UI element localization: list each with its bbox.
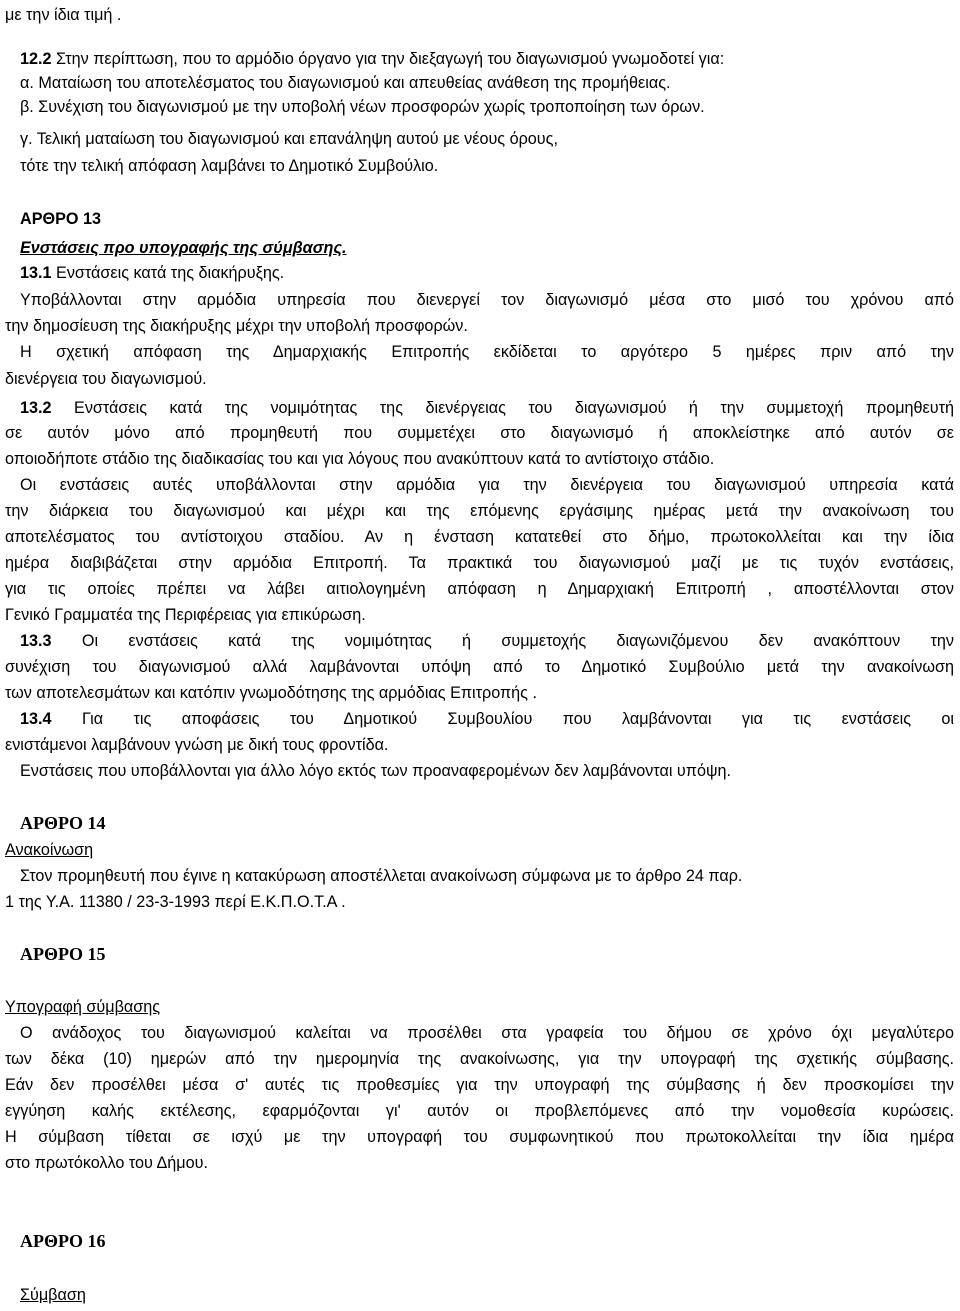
text-line: α. Ματαίωση του αποτελέσματος του διαγωνισμού και απευθείας ανάθεση της προμήθειας. bbox=[20, 74, 671, 92]
article-subheading: Σύμβαση bbox=[20, 1286, 86, 1304]
section-number: 13.4 bbox=[20, 710, 52, 728]
text-line: με την ίδια τιμή . bbox=[5, 6, 122, 24]
text-line: Οι ενστάσεις κατά της νομιμότητας ή συμμετοχής διαγωνιζόμενου δεν ανακόπτουν την bbox=[81, 632, 955, 650]
text-line: γ. Τελική ματαίωση του διαγωνισμού και επανάληψη αυτού με νέους όρους, bbox=[20, 130, 558, 148]
article-heading: ΑΡΘΡΟ 16 bbox=[20, 1231, 106, 1251]
section-number: 13.1 bbox=[20, 264, 52, 282]
text-line: σε αυτόν μόνο από προμηθευτή που συμμετέχει στο διαγωνισμό ή αποκλείστηκε από αυτόν σε bbox=[5, 424, 954, 442]
article-subheading: Ανακοίνωση bbox=[5, 841, 94, 859]
text-line: β. Συνέχιση του διαγωνισμού με την υποβολή νέων προσφορών χωρίς τροποποίηση των όρων. bbox=[20, 98, 705, 116]
text-line: των αποτελεσμάτων και κατόπιν γνωμοδότησης της αρμόδιας Επιτροπής . bbox=[5, 684, 537, 702]
text-line: Στην περίπτωση, που το αρμόδιο όργανο για την διεξαγωγή του διαγωνισμού γνωμοδοτεί για: bbox=[56, 50, 725, 68]
text-line: Εάν δεν προσέλθει μέσα σ' αυτές τις προθεσμίες για την υπογραφή της σύμβασης ή δεν προσκομίσει την bbox=[5, 1076, 954, 1094]
article-heading: ΑΡΘΡΟ 14 bbox=[20, 813, 106, 833]
text-line: οποιοδήποτε στάδιο της διαδικασίας του και για λόγους που ανακύπτουν κατά το αντίστοιχο στάδιο. bbox=[5, 450, 715, 468]
text-line: αποτελέσματος του αντίστοιχου σταδίου. Αν η ένσταση κατατεθεί στο δήμο, πρωτοκολλείται και την ίδια bbox=[5, 528, 954, 546]
section-number: 13.2 bbox=[20, 399, 52, 417]
paragraph-13-1 bbox=[20, 261, 960, 285]
text-line: Η σχετική απόφαση της Δημαρχιακής Επιτροπής εκδίδεται το αργότερο 5 ημέρες πριν από την bbox=[20, 343, 954, 361]
text-line: Ο ανάδοχος του διαγωνισμού καλείται να προσέλθει στα γραφεία του δήμου σε χρόνο όχι μεγαλύτερο bbox=[20, 1024, 954, 1042]
text-line: Οι ενστάσεις αυτές υποβάλλονται στην αρμόδια για την διενέργεια του διαγωνισμού υπηρεσία κατά bbox=[20, 476, 954, 494]
text-line: Ενστάσεις που υποβάλλονται για άλλο λόγο εκτός των προαναφερομένων δεν λαμβάνονται υπόψη. bbox=[20, 762, 731, 780]
text-line: την δημοσίευση της διακήρυξης μέχρι την υποβολή προσφορών. bbox=[5, 317, 468, 335]
paragraph-12-2 bbox=[20, 47, 960, 71]
paragraph-13-4 bbox=[20, 707, 954, 731]
section-number: 12.2 bbox=[20, 50, 52, 68]
paragraph-13-2 bbox=[20, 396, 954, 420]
text-line: ενιστάμενοι λαμβάνουν γνώση με δική τους φροντίδα. bbox=[5, 736, 389, 754]
text-line: Ενστάσεις κατά της νομιμότητας της διενέργειας του διαγωνισμού ή την συμμετοχή προμηθευτή bbox=[74, 399, 955, 417]
text-line: Στον προμηθευτή που έγινε η κατακύρωση αποστέλλεται ανακοίνωση σύμφωνα με το άρθρο 24 παρ. bbox=[20, 867, 743, 885]
article-heading: ΑΡΘΡΟ 13 bbox=[20, 210, 101, 228]
text-line: Η σύμβαση τίθεται σε ισχύ με την υπογραφή του συμφωνητικού που πρωτοκολλείται την ίδια ημέρα bbox=[5, 1128, 954, 1146]
section-number: 13.3 bbox=[20, 632, 52, 650]
text-line: ημέρα διαβιβάζεται στην αρμόδια Επιτροπή. Τα πρακτικά του διαγωνισμού μαζί με τις τυχόν ενστάσεις, bbox=[5, 554, 954, 572]
text-line: Υποβάλλονται στην αρμόδια υπηρεσία που διενεργεί τον διαγωνισμό μέσα στο μισό του χρόνου από bbox=[20, 291, 954, 309]
article-subheading: Υπογραφή σύμβασης bbox=[5, 998, 161, 1016]
text-line: συνέχιση του διαγωνισμού αλλά λαμβάνονται υπόψη από το Δημοτικό Συμβούλιο μετά την ανακοίνωση bbox=[5, 658, 954, 676]
text-line: εγγύηση καλής εκτέλεσης, εφαρμόζονται γι' αυτόν οι προβλεπόμενες από την νομοθεσία κυρώσεις. bbox=[5, 1102, 954, 1120]
text-line: Για τις αποφάσεις του Δημοτικού Συμβουλίου που λαμβάνονται για τις ενστάσεις οι bbox=[81, 710, 955, 728]
text-line: Γενικό Γραμματέα της Περιφέρειας για επικύρωση. bbox=[5, 606, 366, 624]
text-line: των δέκα (10) ημερών από την ημερομηνία της ανακοίνωσης, για την υπογραφή της σχετικής σύμβασης. bbox=[5, 1050, 954, 1068]
paragraph-13-3 bbox=[20, 629, 954, 653]
text-line: την διάρκεια του διαγωνισμού και μέχρι και της επόμενης εργάσιμης ημέρας μετά την ανακοίνωση του bbox=[5, 502, 954, 520]
text-line: 1 της Υ.Α. 11380 / 23-3-1993 περί Ε.Κ.Π.Ο.Τ.Α . bbox=[5, 893, 346, 911]
text-line: Ενστάσεις κατά της διακήρυξης. bbox=[56, 264, 285, 282]
text-line: διενέργεια του διαγωνισμού. bbox=[5, 370, 207, 388]
text-line: στο πρωτόκολλο του Δήμου. bbox=[5, 1154, 208, 1172]
article-heading: ΑΡΘΡΟ 15 bbox=[20, 944, 106, 964]
article-subheading: Ενστάσεις προ υπογραφής της σύμβασης. bbox=[20, 239, 347, 257]
text-line: για τις οποίες πρέπει να λάβει αιτιολογημένη απόφαση η Δημαρχιακή Επιτροπή , αποστέλλονται στον bbox=[5, 580, 954, 598]
text-line: τότε την τελική απόφαση λαμβάνει το Δημοτικό Συμβούλιο. bbox=[20, 157, 439, 175]
